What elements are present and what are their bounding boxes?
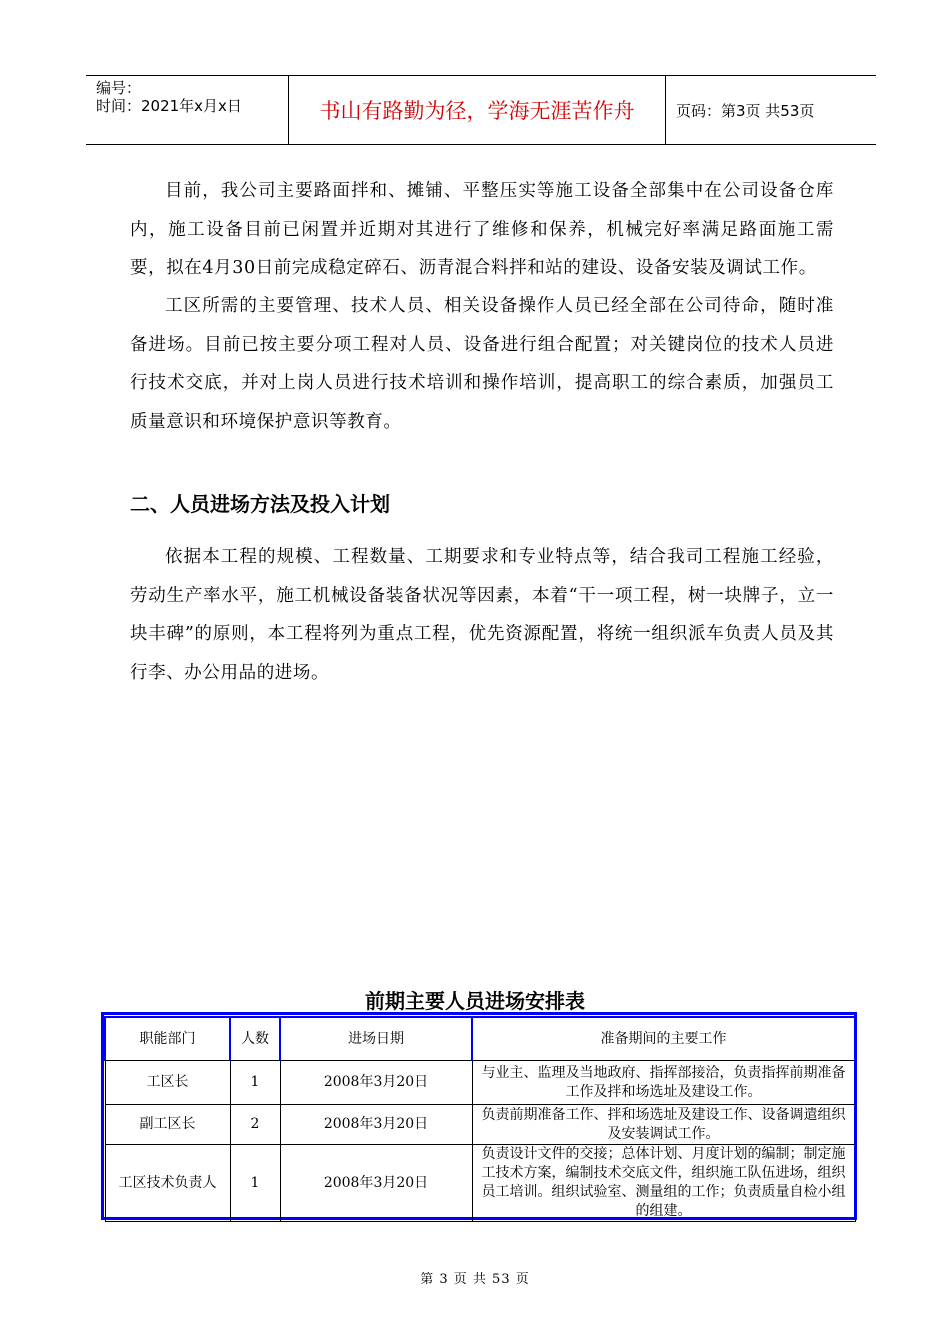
table-row <box>105 1145 855 1222</box>
cell-work: 负责前期准备工作、拌和场选址及建设工作、设备调遣组织及安装调试工作。 <box>472 1105 855 1145</box>
header-department: 职能部门 <box>105 1017 230 1061</box>
cell-count: 1 <box>230 1061 280 1105</box>
cell-date: 2008年3月20日 <box>280 1105 472 1145</box>
section-heading: 二、人员进场方法及投入计划 <box>130 492 390 516</box>
cell-date: 2008年3月20日 <box>280 1061 472 1105</box>
table-row <box>105 1061 855 1105</box>
body-paragraph-2: 工区所需的主要管理、技术人员、相关设备操作人员已经全部在公司待命，随时准备进场。目前已按主要分项工程对人员、设备进行组合配置；对关键岗位的技术人员进行技术交底，并对上岗人员进行技术培训和操作培训，提高职工的综合素质，加强员工质量意识和环境保护意识等教育。 <box>130 296 834 432</box>
header-count: 人数 <box>230 1017 280 1061</box>
header-work: 准备期间的主要工作 <box>472 1017 855 1061</box>
cell-department: 工区技术负责人 <box>105 1145 230 1222</box>
header-meta <box>86 76 289 144</box>
table-header-row <box>105 1017 855 1061</box>
table-title: 前期主要人员进场安排表 <box>365 989 585 1013</box>
body-paragraph-3: 依据本工程的规模、工程数量、工期要求和专业特点等，结合我司工程施工经验，劳动生产率水平，施工机械设备装备状况等因素，本着“干一项工程，树一块牌子，立一块丰碑”的原则，本工程将列为重点工程，优先资源配置，将统一组织派车负责人员及其行李、办公用品的进场。 <box>130 547 834 683</box>
cell-department: 副工区长 <box>105 1105 230 1145</box>
header-motto: 书山有路勤为径，学海无涯苦作舟 <box>289 76 666 144</box>
personnel-table <box>104 1016 856 1222</box>
page-footer: 第 3 页 共 53 页 <box>420 1272 530 1287</box>
body-paragraph-1: 目前，我公司主要路面拌和、摊铺、平整压实等施工设备全部集中在公司设备仓库内，施工设备目前已闲置并近期对其进行了维修和保养，机械完好率满足路面施工需要，拟在4月30日前完成稳定碎石、沥青混合料拌和站的建设、设备安装及调试工作。 <box>130 181 834 278</box>
page-header <box>86 75 876 145</box>
cell-work: 负责设计文件的交接；总体计划、月度计划的编制；制定施工技术方案，编制技术交底文件，组织施工队伍进场，组织员工培训。组织试验室、测量组的工作；负责质量自检小组的组建。 <box>472 1145 855 1222</box>
time-label: 时间：2021年x月x日 <box>96 97 242 115</box>
cell-count: 2 <box>230 1105 280 1145</box>
header-page-number: 页码：第3页 共53页 <box>676 101 815 120</box>
header-date: 进场日期 <box>280 1017 472 1061</box>
number-label: 编号： <box>96 79 142 97</box>
cell-date: 2008年3月20日 <box>280 1145 472 1222</box>
cell-department: 工区长 <box>105 1061 230 1105</box>
cell-work: 与业主、监理及当地政府、指挥部接洽，负责指挥前期准备工作及拌和场选址及建设工作。 <box>472 1061 855 1105</box>
cell-count: 1 <box>230 1145 280 1222</box>
table-row <box>105 1105 855 1145</box>
